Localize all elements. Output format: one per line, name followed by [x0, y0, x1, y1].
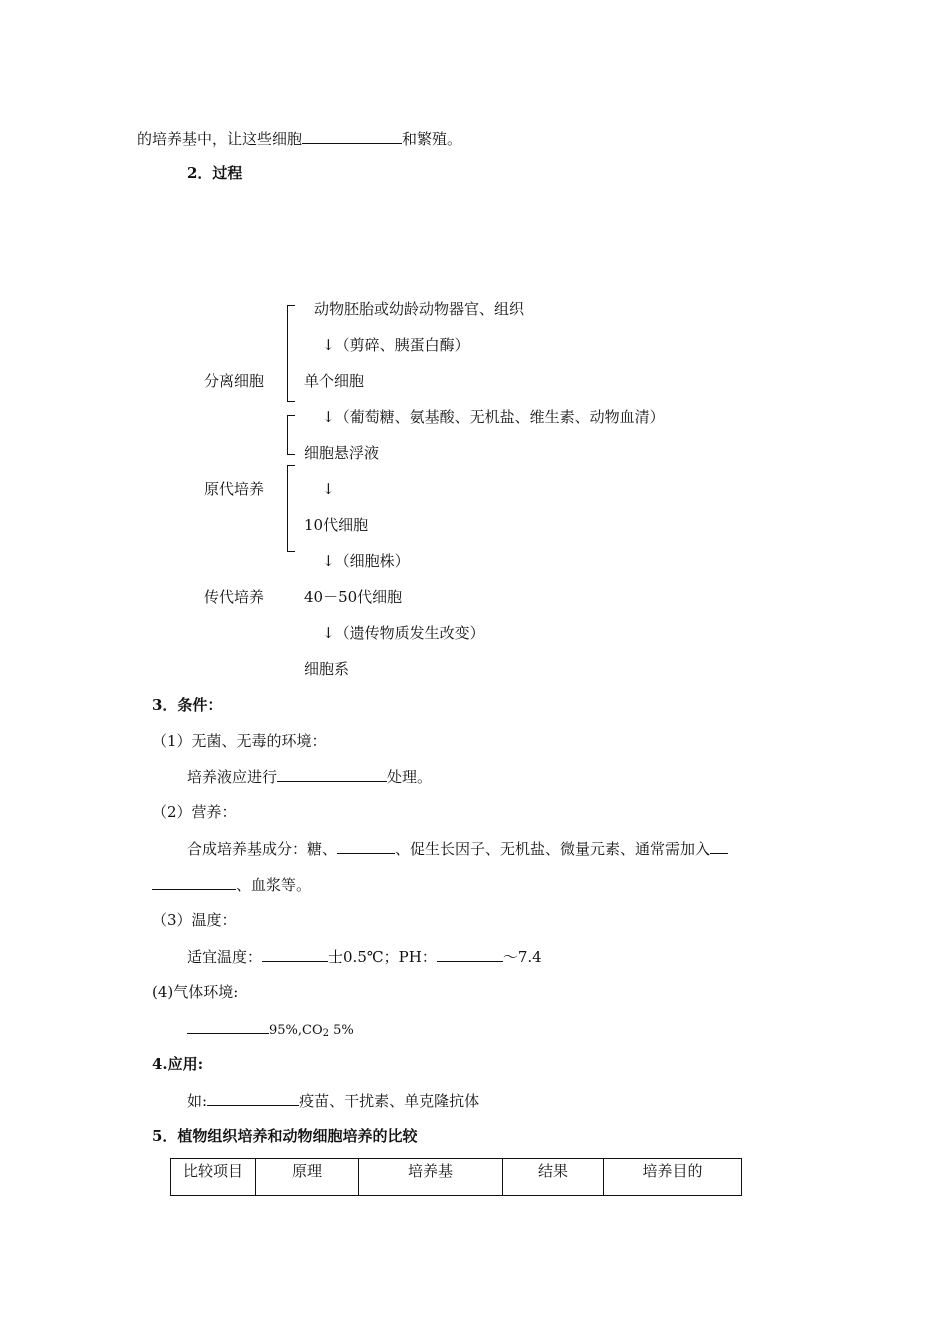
flow-arrow-1: ↓（剪碎、胰蛋白酶） — [322, 336, 470, 354]
flow-step-40-50-gen: 40－50代细胞 — [304, 588, 403, 606]
condition-2-line — [187, 838, 728, 859]
stage-label-isolate: 分离细胞 — [204, 372, 265, 390]
c4-pct2: 5% — [329, 1023, 354, 1038]
app-suffix: 疫苗、干扰素、单克隆抗体 — [299, 1092, 480, 1110]
flow-arrow-3: ↓ — [322, 480, 335, 498]
c1-prefix: 培养液应进行 — [187, 768, 278, 786]
c2-mid: 、促生长因子、无机盐、微量元素、通常需加入 — [395, 840, 711, 858]
condition-1-title: （1）无菌、无毒的环境： — [152, 732, 327, 750]
th-item: 比较项目 — [171, 1159, 256, 1196]
flow-step-10-gen: 10代细胞 — [304, 516, 369, 534]
condition-4-line — [187, 1018, 354, 1044]
bracket-suspension — [287, 415, 295, 455]
condition-2-title: （2）营养： — [152, 803, 237, 821]
section-3-title: 3．条件： — [152, 696, 223, 714]
flow-step-suspension: 细胞悬浮液 — [304, 444, 380, 462]
app-prefix: 如: — [187, 1092, 208, 1110]
bracket-isolate — [287, 305, 295, 402]
flow-step-source: 动物胚胎或幼龄动物器官、组织 — [314, 300, 525, 318]
c4-pct1: 95%,CO — [269, 1023, 323, 1038]
flow-arrow-4: ↓（细胞株） — [322, 552, 410, 570]
flow-arrow-2: ↓（葡萄糖、氨基酸、无机盐、维生素、动物血清） — [322, 408, 665, 426]
c2-end: 、血浆等。 — [236, 876, 312, 894]
condition-2-line-cont — [152, 874, 311, 895]
blank-additive-start[interactable] — [710, 838, 728, 854]
intro-suffix: 和繁殖。 — [402, 130, 463, 148]
bracket-primary — [287, 465, 295, 552]
c4-sub: 2 — [322, 1028, 330, 1039]
blank-additive-end[interactable] — [152, 874, 236, 890]
condition-3-title: （3）温度： — [152, 911, 237, 929]
c2-prefix: 合成培养基成分：糖、 — [187, 840, 338, 858]
c3-mid: 士0.5℃；PH： — [328, 948, 437, 966]
comparison-table — [170, 1158, 742, 1196]
blank-intro[interactable] — [302, 128, 402, 144]
c3-prefix: 适宜温度： — [187, 948, 263, 966]
th-purpose: 培养目的 — [604, 1159, 742, 1196]
stage-label-subculture: 传代培养 — [204, 588, 265, 606]
flow-step-single-cell: 单个细胞 — [304, 372, 365, 390]
condition-3-line — [187, 946, 542, 967]
blank-nutrient[interactable] — [337, 838, 395, 854]
condition-4-title: (4)气体环境: — [152, 983, 239, 1001]
blank-gas[interactable] — [187, 1018, 269, 1034]
blank-application[interactable] — [207, 1090, 299, 1106]
section-4-title: 4.应用: — [152, 1055, 204, 1073]
c1-suffix: 处理。 — [387, 768, 433, 786]
th-result: 结果 — [503, 1159, 604, 1196]
intro-prefix: 的培养基中，让这些细胞 — [137, 130, 303, 148]
flow-arrow-5: ↓（遗传物质发生改变） — [322, 624, 485, 642]
application-line — [187, 1090, 479, 1111]
table-header-row — [171, 1159, 742, 1196]
section-2-title: 2．过程 — [187, 164, 243, 182]
c3-suffix: ～7.4 — [502, 948, 542, 966]
condition-1-line — [187, 766, 432, 787]
flow-step-cell-line: 细胞系 — [304, 660, 350, 678]
blank-temperature[interactable] — [262, 946, 328, 962]
stage-label-primary: 原代培养 — [204, 480, 265, 498]
blank-ph[interactable] — [437, 946, 503, 962]
th-medium: 培养基 — [359, 1159, 503, 1196]
blank-sterilize[interactable] — [277, 766, 387, 782]
intro-line — [137, 128, 462, 149]
th-principle: 原理 — [256, 1159, 359, 1196]
section-5-title: 5．植物组织培养和动物细胞培养的比较 — [152, 1127, 418, 1145]
